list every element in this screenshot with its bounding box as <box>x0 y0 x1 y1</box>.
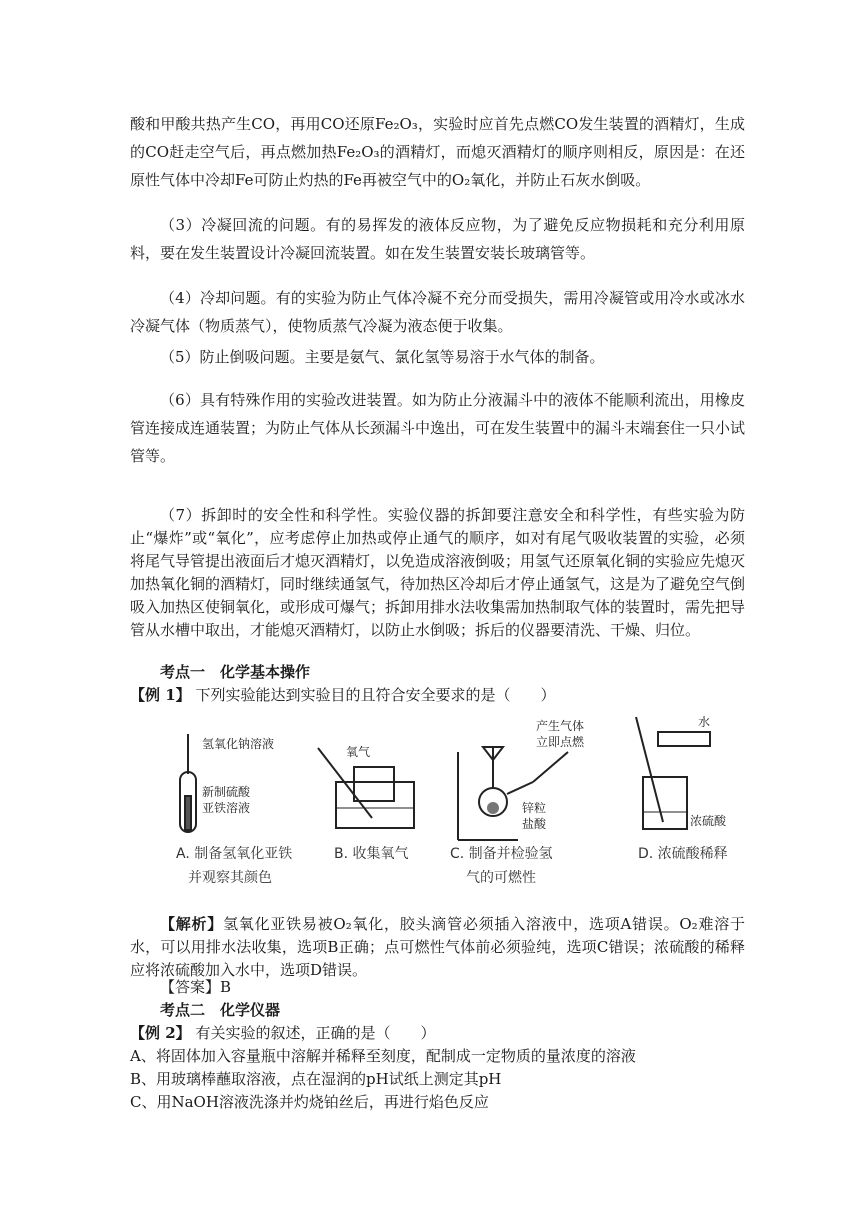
answer-1: 【答案】B <box>160 978 232 996</box>
apparatus-c <box>458 747 568 840</box>
caption-c-line2: 气的可燃性 <box>466 870 536 886</box>
analysis-1-tag: 【解析】 <box>160 915 224 933</box>
example-1-tag: 【例 1】 <box>130 686 191 704</box>
example-2-option-a: A、将固体加入容量瓶中溶解并稀释至刻度，配制成一定物质的量浓度的溶液 <box>130 1047 636 1065</box>
caption-a-line2: 并观察其颜色 <box>188 870 272 886</box>
paragraph-disassembly: （7）拆卸时的安全性和科学性。实验仪器的拆卸要注意安全和科学性，有些实验为防止“爆炸”或“氧化”，应考虑停止加热或停止通气的顺序，如对有尾气吸收装置的实验，必须将尾气导管提出液面后才熄灭酒精灯，以免造成溶液倒吸；用氢气还原氧化铜的实验应先熄灭加热氧化铜的酒精灯，同时继续通氢气，待加热区冷却后才停止通氢气，这是为了避免空气倒吸入加热区使铜氧化，或形成可爆气；拆卸用排水法收集需加热制取气体的装置时，需先把导管从水槽中取出，才能熄灭酒精灯，以防止水倒吸；拆后的仪器要清洗、干燥、归位。 <box>130 506 746 639</box>
caption-b: B. 收集氧气 <box>334 846 409 862</box>
label-concentrated-sulfuric-acid: 浓硫酸 <box>690 814 727 828</box>
label-hydrochloric-acid: 盐酸 <box>522 817 547 831</box>
example-2 <box>130 1022 435 1043</box>
section-title-basic-operations: 考点一 化学基本操作 <box>160 663 311 681</box>
paragraph-cooling: （4）冷却问题。有的实验为防止气体冷凝不充分而受损失，需用冷凝管或用冷水或冰水冷凝气体（物质蒸气），使物质蒸气冷凝为液态便于收集。 <box>130 289 745 335</box>
paragraph-reflux: （3）冷凝回流的问题。有的易挥发的液体反应物，为了避免反应物损耗和充分利用原料，要在发生装置设计冷凝回流装置。如在发生装置安装长玻璃管等。 <box>130 216 745 262</box>
section-title-instruments: 考点二 化学仪器 <box>160 1001 281 1019</box>
label-ferrous-solution: 亚铁溶液 <box>202 801 251 815</box>
label-oxygen: 氧气 <box>346 745 371 759</box>
analysis-1-text: 氢氧化亚铁易被O₂氧化，胶头滴管必须插入溶液中，选项A错误。O₂难溶于水，可以用排水法收集，选项B正确；点可燃性气体前必须验纯，选项C错误；浓硫酸的稀释应将浓硫酸加入水中，选项D错误。 <box>130 915 745 979</box>
apparatus-b <box>318 748 414 828</box>
example-1-question: 下列实验能达到实验目的且符合安全要求的是（ ） <box>195 686 556 704</box>
example-2-tag: 【例 2】 <box>130 1024 191 1042</box>
paragraph-suck-back: （5）防止倒吸问题。主要是氨气、氯化氢等易溶于水气体的制备。 <box>160 348 605 366</box>
example-2-question: 有关实验的叙述，正确的是（ ） <box>195 1024 436 1042</box>
label-zinc: 锌粒 <box>522 801 547 815</box>
example-1 <box>130 684 555 705</box>
label-naoh-solution: 氢氧化钠溶液 <box>202 737 275 751</box>
experiment-diagrams <box>158 712 758 890</box>
example-2-option-b: B、用玻璃棒蘸取溶液，点在湿润的pH试纸上测定其pH <box>130 1070 502 1088</box>
paragraph-special-device: （6）具有特殊作用的实验改进装置。如为防止分液漏斗中的液体不能顺利流出，用橡皮管连接成连通装置；为防止气体从长颈漏斗中逸出，可在发生装置中的漏斗末端套住一只小试管等。 <box>130 391 746 465</box>
label-water: 水 <box>698 715 711 729</box>
apparatus-a <box>180 734 196 832</box>
apparatus-d <box>636 717 710 829</box>
caption-d: D. 浓硫酸稀释 <box>638 846 728 862</box>
label-fresh-sulfate: 新制硫酸 <box>202 785 251 799</box>
caption-c-line1: C. 制备并检验氢 <box>450 846 553 862</box>
label-gas-produced: 产生气体 <box>536 719 585 733</box>
example-2-option-c: C、用NaOH溶液洗涤并灼烧铂丝后，再进行焰色反应 <box>130 1093 489 1111</box>
caption-a-line1: A. 制备氢氧化亚铁 <box>176 846 293 862</box>
paragraph-co-reduction: 酸和甲酸共热产生CO，再用CO还原Fe₂O₃，实验时应首先点燃CO发生装置的酒精灯，生成的CO赶走空气后，再点燃加热Fe₂O₃的酒精灯，而熄灭酒精灯的顺序则相反，原因是：在还原性气体中冷却Fe可防止灼热的Fe再被空气中的O₂氧化，并防止石灰水倒吸。 <box>130 115 745 189</box>
label-ignite-immediately: 立即点燃 <box>536 735 585 749</box>
analysis-1 <box>130 913 745 982</box>
experiment-figure <box>158 712 758 890</box>
